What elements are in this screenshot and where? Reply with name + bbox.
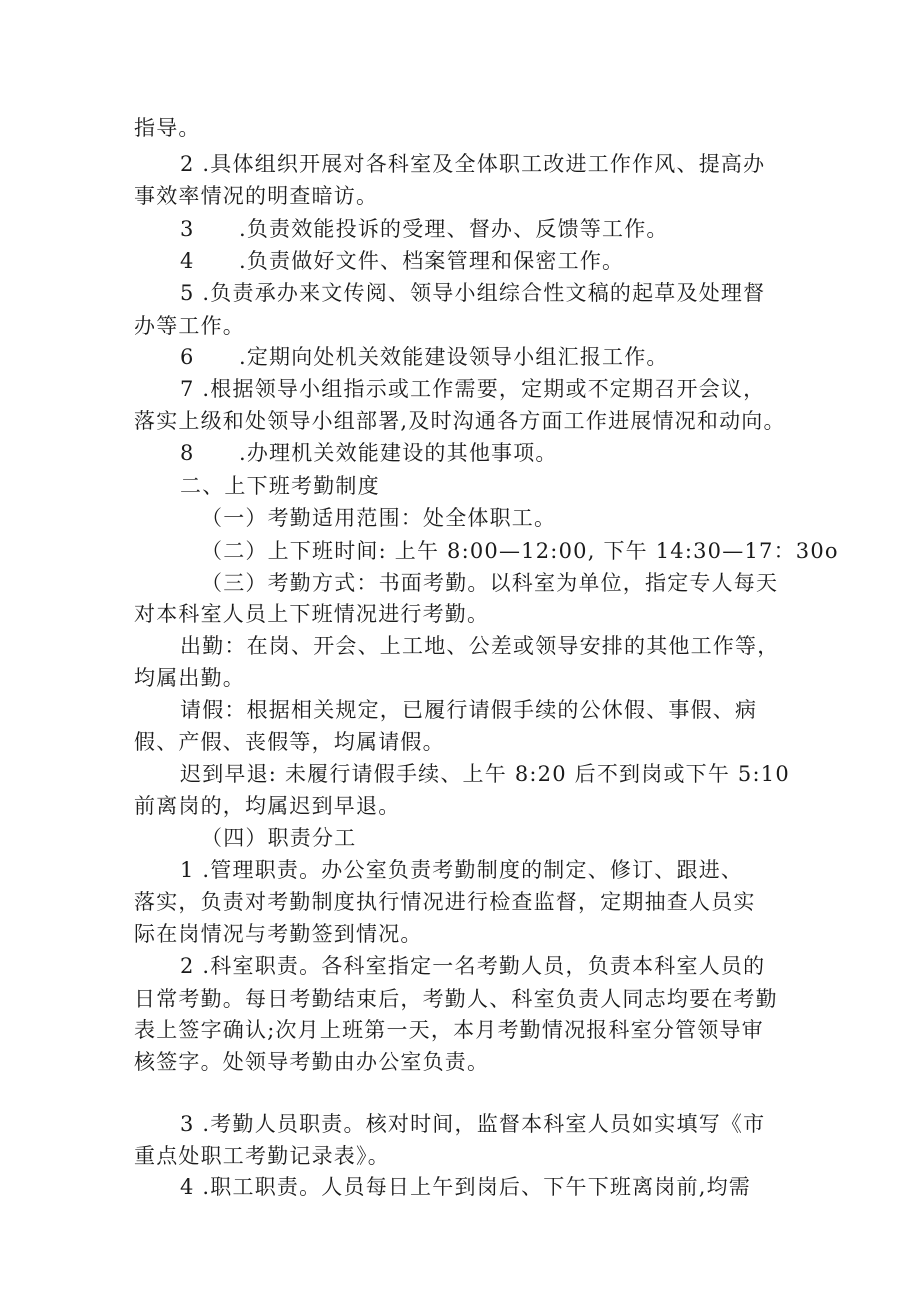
text-line: 8 .办理机关效能建设的其他事项。 [180, 441, 558, 465]
text-line: 落实，负责对考勤制度执行情况进行检查监督，定期抽查人员实 [134, 890, 756, 914]
subsection-heading: （四）职责分工 [201, 826, 357, 850]
text-line: 假、产假、丧假等，均属请假。 [134, 730, 445, 754]
text-line: 对本科室人员上下班情况进行考勤。 [134, 602, 490, 626]
text-line: 指导。 [134, 116, 201, 140]
text-line: 3 .负责效能投诉的受理、督办、反馈等工作。 [180, 217, 669, 241]
section-heading: 二、上下班考勤制度 [180, 474, 380, 498]
text-line: 核签字。处领导考勤由办公室负责。 [134, 1050, 490, 1074]
subsection-heading: （一）考勤适用范围：处全体职工。 [201, 506, 557, 530]
text-line: 6 .定期向处机关效能建设领导小组汇报工作。 [180, 345, 669, 369]
text-line: 际在岗情况与考勤签到情况。 [134, 922, 423, 946]
text-line: 日常考勤。每日考勤结束后，考勤人、科室负责人同志均要在考勤 [134, 987, 778, 1011]
text-line: （三）考勤方式：书面考勤。以科室为单位，指定专人每天 [201, 571, 779, 595]
text-line: 1 .管理职责。办公室负责考勤制度的制定、修订、跟进、 [180, 858, 744, 882]
text-line: 表上签字确认;次月上班第一天，本月考勤情况报科室分管领导审 [134, 1018, 764, 1042]
text-line: （二）上下班时间: 上午 8:00—12:00, 下午 14:30—17：30o [201, 539, 839, 563]
text-line: 7 .根据领导小组指示或工作需要，定期或不定期召开会议， [180, 377, 766, 401]
text-line: 办等工作。 [134, 314, 245, 338]
text-line: 均属出勤。 [134, 666, 245, 690]
text-line: 事效率情况的明查暗访。 [134, 184, 379, 208]
text-line: 2 .科室职责。各科室指定一名考勤人员，负责本科室人员的 [180, 954, 766, 978]
text-line: 前离岗的，均属迟到早退。 [134, 794, 401, 818]
text-line: 4 .负责做好文件、档案管理和保密工作。 [180, 249, 625, 273]
text-line: 落实上级和处领导小组部署,及时沟通各方面工作进展情况和动向。 [134, 409, 786, 433]
text-line: 出勤：在岗、开会、上工地、公差或领导安排的其他工作等， [180, 634, 780, 658]
text-line: 5 .负责承办来文传阅、领导小组综合性文稿的起草及处理督 [180, 281, 766, 305]
text-line: 请假：根据相关规定，已履行请假手续的公休假、事假、病 [180, 698, 758, 722]
text-line: 2 .具体组织开展对各科室及全体职工改进工作作风、提高办 [180, 152, 766, 176]
text-line: 4 .职工职责。人员每日上午到岗后、下午下班离岗前,均需 [180, 1175, 751, 1199]
text-line: 重点处职工考勤记录表》。 [134, 1144, 390, 1168]
text-line: 迟到早退: 未履行请假手续、上午 8:20 后不到岗或下午 5:10 [180, 762, 790, 786]
text-line: 3 .考勤人员职责。核对时间，监督本科室人员如实填写《市 [180, 1112, 766, 1136]
